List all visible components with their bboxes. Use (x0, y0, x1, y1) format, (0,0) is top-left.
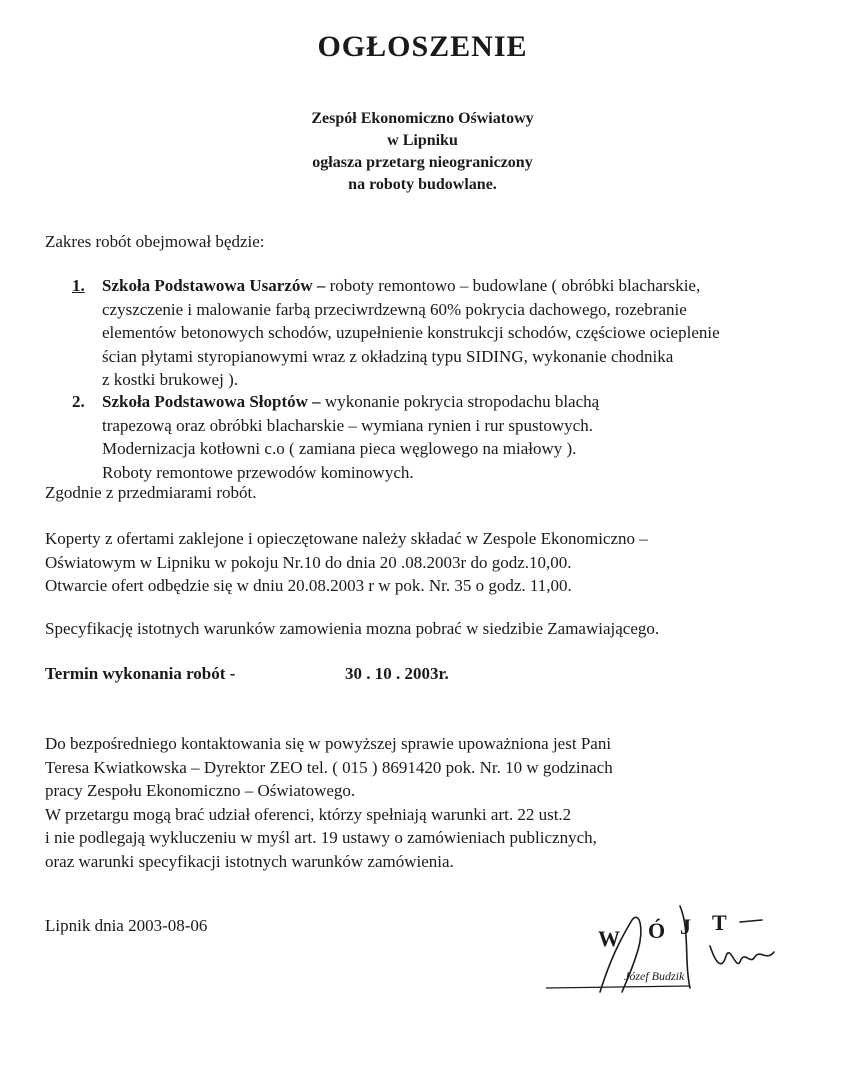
list-item-text: Roboty remontowe przewodów kominowych. (102, 462, 414, 482)
svg-text:J: J (680, 914, 691, 939)
list-item-text: ścian płytami styropianowymi wraz z okładziną typu SIDING, wykonanie chodnika (102, 346, 674, 366)
list-item-text: wykonanie pokrycia stropodachu blachą (324, 392, 600, 411)
list-item-number: 2. (72, 392, 85, 411)
list-item-line (102, 274, 720, 298)
signature-name: Józef Budzik (624, 969, 685, 983)
organization-name: Zespół Ekonomiczno Oświatowy (311, 110, 534, 127)
page-title: OGŁOSZENIE (317, 30, 528, 63)
list-item-body (102, 390, 599, 484)
list-item (72, 274, 832, 394)
paragraph-line: Teresa Kwiatkowska – Dyrektor ZEO tel. ( 015 ) 8691420 pok. Nr. 10 w godzinach (45, 757, 613, 777)
scope-intro: Zakres robót obejmował będzie: (45, 232, 265, 251)
signature-stamp (540, 900, 800, 1000)
list-item-separator: – (307, 392, 325, 411)
paragraph-line: pracy Zespołu Ekonomiczno – Oświatowego. (45, 781, 356, 800)
list-item-separator: – (312, 276, 330, 295)
paragraph-line: W przetargu mogą brać udział oferenci, którzy spełniają warunki art. 22 ust.2 (45, 804, 572, 824)
paragraph-line: oraz warunki specyfikacji istotnych warunków zamówienia. (45, 851, 454, 871)
list-item-text: roboty remontowo – budowlane ( obróbki blacharskie, (329, 276, 701, 295)
list-item-text: z kostki brukowej ). (102, 370, 238, 389)
list-item-text: czyszczenie i malowanie farbą przeciwrdzewną 60% pokrycia dachowego, rozebranie (102, 299, 687, 319)
specification-note: Specyfikację istotnych warunków zamowienia mozna pobrać w siedzibie Zamawiającego. (45, 619, 660, 638)
list-item-body (102, 274, 720, 392)
list-item-number: 1. (72, 276, 85, 295)
list-item-heading: Szkoła Podstawowa Słoptów (102, 392, 308, 411)
signature-underline (546, 986, 690, 988)
paragraph-line: i nie podlegają wykluczeniu w myśl art. 19 ustawy o zamówieniach publicznych, (45, 828, 597, 847)
organization-location: w Lipniku (387, 132, 458, 149)
list-item-line (102, 390, 599, 414)
svg-text:W: W (598, 926, 620, 951)
envelopes-paragraph (45, 527, 648, 598)
announcement-statement: ogłasza przetarg nieograniczony (312, 154, 533, 171)
deadline-date: 30 . 10 . 2003r. (345, 664, 449, 683)
paragraph-line: Oświatowym w Lipniku w pokoju Nr.10 do dnia 20 .08.2003r do godz.10,00. (45, 552, 572, 572)
svg-text:T: T (712, 910, 727, 935)
organization-header (0, 108, 845, 196)
paragraph-line: Do bezpośredniego kontaktowania się w powyższej sprawie upoważniona jest Pani (45, 734, 612, 753)
list-item-text: elementów betonowych schodów, uzupełnienie konstrukcji schodów, częściowe ocieplenie (102, 323, 720, 342)
contact-paragraph (45, 732, 613, 873)
announcement-subject: na roboty budowlane. (348, 176, 497, 193)
list-item (72, 390, 832, 486)
place-date: Lipnik dnia 2003-08-06 (45, 916, 208, 935)
svg-text:Ó: Ó (648, 918, 666, 943)
paragraph-line: Koperty z ofertami zaklejone i opieczętowane należy składać w Zespole Ekonomiczno – (45, 529, 648, 548)
list-item-text: trapezową oraz obróbki blacharskie – wymiana rynien i rur spustowych. (102, 415, 593, 435)
deadline-label: Termin wykonania robót - (45, 664, 236, 683)
list-item-text: Modernizacja kotłowni c.o ( zamiana pieca węglowego na miałowy ). (102, 439, 577, 458)
according-note: Zgodnie z przedmiarami robót. (45, 483, 257, 502)
list-item-heading: Szkoła Podstawowa Usarzów (102, 276, 313, 295)
paragraph-line: Otwarcie ofert odbędzie się w dniu 20.08.2003 r w pok. Nr. 35 o godz. 11,00. (45, 576, 572, 595)
stamp-text (598, 910, 727, 951)
deadline (45, 662, 449, 686)
